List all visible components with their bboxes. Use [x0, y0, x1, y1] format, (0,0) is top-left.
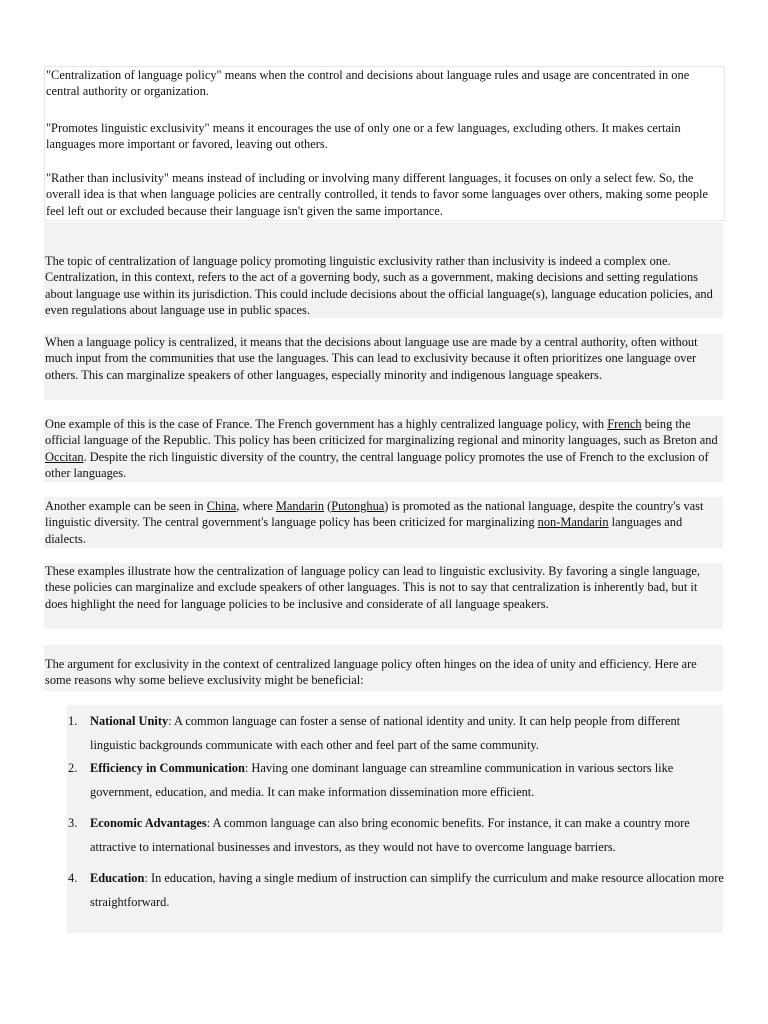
paragraph-examples: These examples illustrate how the centralization of language policy can lead to linguistic exclusivity. By favoring a single language, these policies can marginalize and exclude speakers of other languages. This is not to say that centralization is inherently bad, but it does highlight the need for language policies to be inclusive and considerate of all language speakers. [45, 564, 701, 611]
reason-title: Efficiency in Communication [90, 761, 245, 775]
china-text-1: Another example can be seen in [45, 499, 207, 513]
france-text-3: . Despite the rich linguistic diversity of the country, the central language policy promotes the use of French to the exclusion of other languages. [45, 449, 709, 481]
china-text-4: ) is promoted as the national language, despite the country's vast linguistic diversity. The central government's language policy has been criticized for marginalizing [45, 499, 704, 530]
china-text-5: languages and dialects. [45, 515, 683, 546]
reason-number: 4. [68, 871, 78, 885]
china-text-3: ( [324, 499, 332, 513]
definitions-box [44, 66, 725, 221]
reason-item-national-unity [45, 710, 725, 757]
link-occitan[interactable]: Occitan [45, 449, 84, 464]
link-mandarin[interactable]: Mandarin [275, 499, 325, 513]
link-putonghua[interactable]: Putonghua [331, 499, 385, 513]
france-text-1: One example of this is the case of France. The French government has a highly centralized language policy, with [45, 417, 608, 431]
reason-text: : Having one dominant language can streamline communication in various sectors like government, education, and media. It can make information dissemination more efficient. [90, 761, 674, 799]
reason-text: : A common language can foster a sense of national identity and unity. It can help people from different linguistic backgrounds communicate with each other and feel part of the same community. [90, 714, 681, 752]
link-non-mandarin[interactable]: non-Mandarin [537, 515, 609, 530]
link-french[interactable]: French [607, 417, 642, 431]
paragraph-france [45, 416, 723, 482]
reason-number: 1. [68, 714, 78, 728]
reason-number: 2. [68, 761, 78, 775]
china-text-2: , where [236, 499, 276, 513]
paragraph-china [45, 498, 723, 547]
reason-number: 3. [68, 816, 78, 830]
reason-item-economic [45, 812, 725, 859]
definition-centralization: "Centralization of language policy" means when the control and decisions about language rules and usage are concentrated in one central authority or organization. [46, 68, 690, 99]
reason-item-efficiency [45, 757, 725, 804]
reason-title: Economic Advantages [90, 816, 207, 830]
reason-item-education [45, 867, 725, 914]
reasons-list [45, 710, 725, 914]
paragraph-argument: The argument for exclusivity in the context of centralized language policy often hinges on the idea of unity and efficiency. Here are some reasons why some believe exclusivity might be beneficial: [45, 657, 697, 688]
paragraph-centralized: When a language policy is centralized, it means that the decisions about language use are made by a central authority, often without much input from the communities that use the languages. This can lead to exclusivity because it often prioritizes one language over others. This can marginalize speakers of other languages, especially minority and indigenous language speakers. [45, 335, 698, 382]
link-china[interactable]: China [206, 499, 237, 513]
reason-title: National Unity [90, 714, 169, 728]
reason-text: : In education, having a single medium of instruction can simplify the curriculum and make resource allocation more straightforward. [90, 871, 724, 909]
reason-title: Education [90, 871, 145, 885]
definition-inclusivity: "Rather than inclusivity" means instead of including or involving many different languages, it focuses on only a select few. So, the overall idea is that when language policies are centrally controlled, it tends to favor some languages over others, making some people feel left out or excluded because their language isn't given the same importance. [46, 171, 708, 218]
definition-exclusivity: "Promotes linguistic exclusivity" means it encourages the use of only one or a few languages, excluding others. It makes certain languages more important or favored, leaving out others. [46, 121, 681, 152]
france-text-2: being the official language of the Republic. This policy has been criticized for marginalizing regional and minority languages, such as Breton and [45, 417, 718, 448]
reason-text: : A common language can also bring economic benefits. For instance, it can make a country more attractive to international businesses and investors, as they would not have to overcome language barriers. [90, 816, 690, 854]
paragraph-topic: The topic of centralization of language policy promoting linguistic exclusivity rather than inclusivity is indeed a complex one. Centralization, in this context, refers to the act of a governing body, such as a government, making decisions and setting regulations about language use within its jurisdiction. This could include decisions about the official language(s), language education policies, and even regulations about language use in public spaces. [45, 254, 713, 318]
